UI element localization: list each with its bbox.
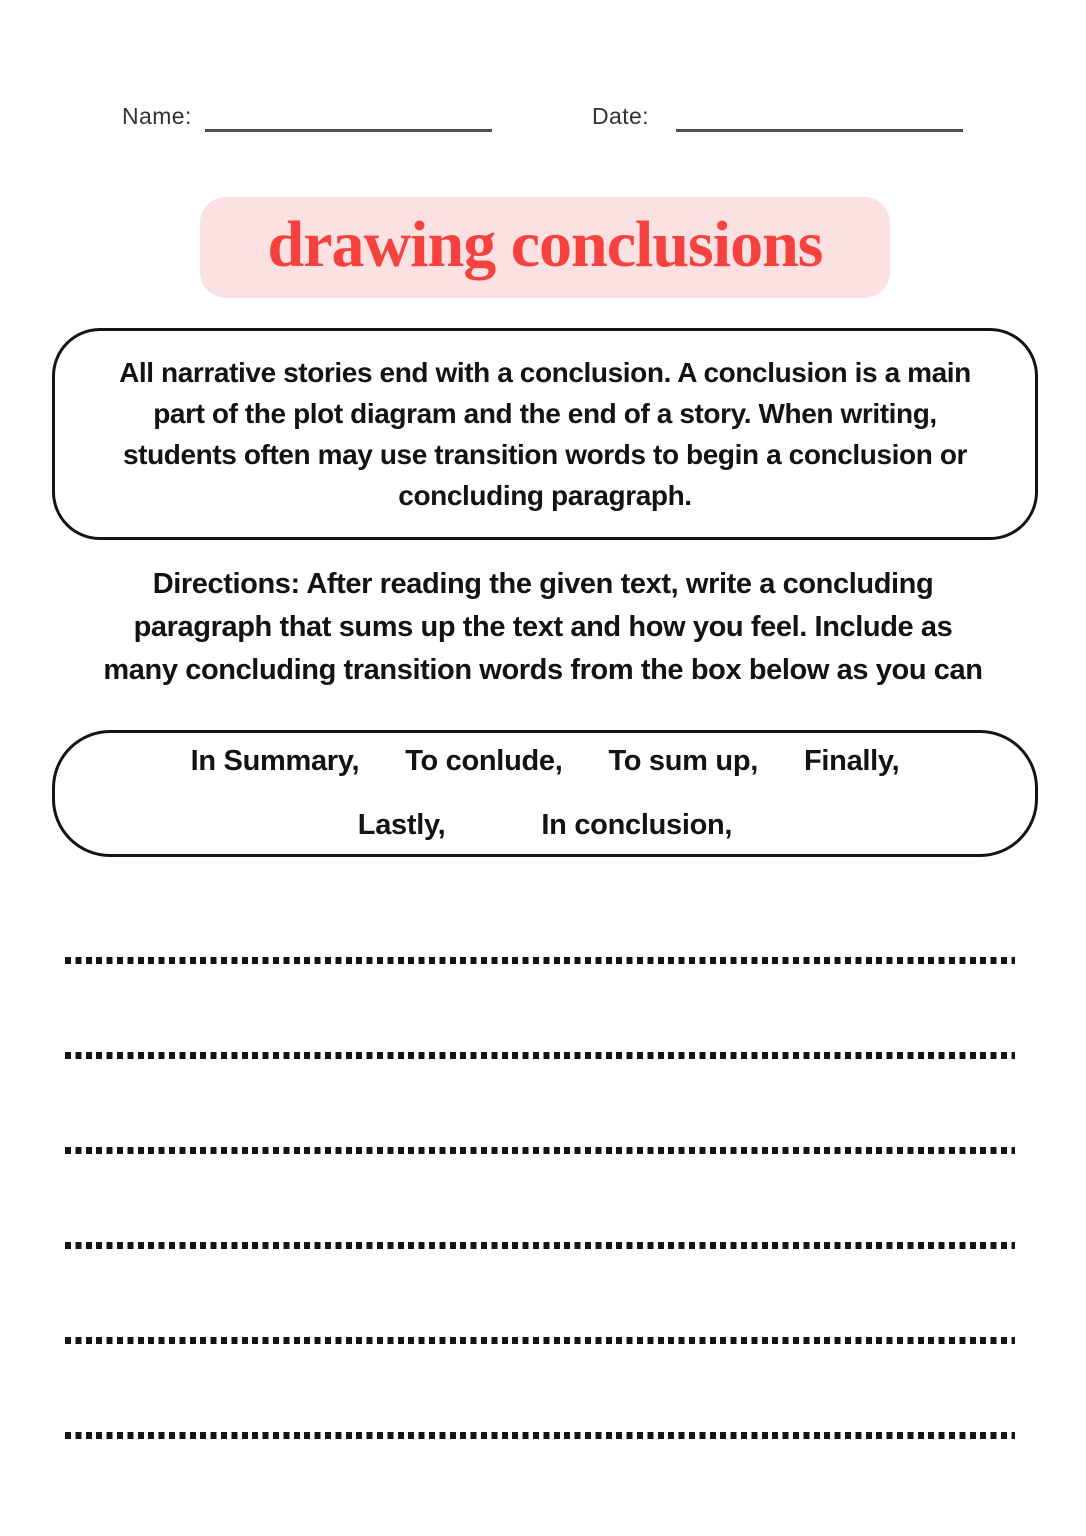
answer-line[interactable]	[65, 1432, 1015, 1439]
page-title: drawing conclusions	[267, 207, 823, 281]
name-label: Name:	[122, 103, 192, 129]
answer-line[interactable]	[65, 1052, 1015, 1059]
directions-text-line: Directions: After reading the given text, write a concluding	[152, 568, 934, 600]
answer-lines-area	[65, 957, 1015, 1527]
transition-word: To sum up,	[608, 745, 758, 777]
word-bank-box	[52, 730, 1038, 857]
transition-word: Lastly,	[357, 809, 446, 841]
date-input-line[interactable]	[676, 129, 963, 132]
word-bank-row	[55, 745, 1035, 778]
transition-word: In Summary,	[190, 745, 360, 777]
directions-text-line: many concluding transition words from the box below as you can	[103, 654, 983, 686]
answer-line[interactable]	[65, 1242, 1015, 1249]
intro-text-line: part of the plot diagram and the end of a story. When writing,	[153, 398, 937, 429]
intro-text-line: students often may use transition words to begin a conclusion or	[122, 439, 968, 470]
intro-box	[52, 328, 1038, 540]
date-label: Date:	[592, 103, 649, 129]
word-bank-row	[55, 809, 1035, 842]
answer-line[interactable]	[65, 1147, 1015, 1154]
intro-text-line: All narrative stories end with a conclusion. A conclusion is a main	[119, 357, 971, 388]
answer-line[interactable]	[65, 1337, 1015, 1344]
title-banner	[200, 197, 890, 298]
directions	[0, 563, 1086, 692]
directions-text-line: paragraph that sums up the text and how you feel. Include as	[133, 611, 953, 643]
answer-line[interactable]	[65, 957, 1015, 964]
transition-word: In conclusion,	[541, 809, 733, 841]
intro-text-line: concluding paragraph.	[398, 480, 692, 511]
transition-word: Finally,	[804, 745, 900, 777]
transition-word: To conlude,	[405, 745, 563, 777]
name-input-line[interactable]	[205, 129, 492, 132]
